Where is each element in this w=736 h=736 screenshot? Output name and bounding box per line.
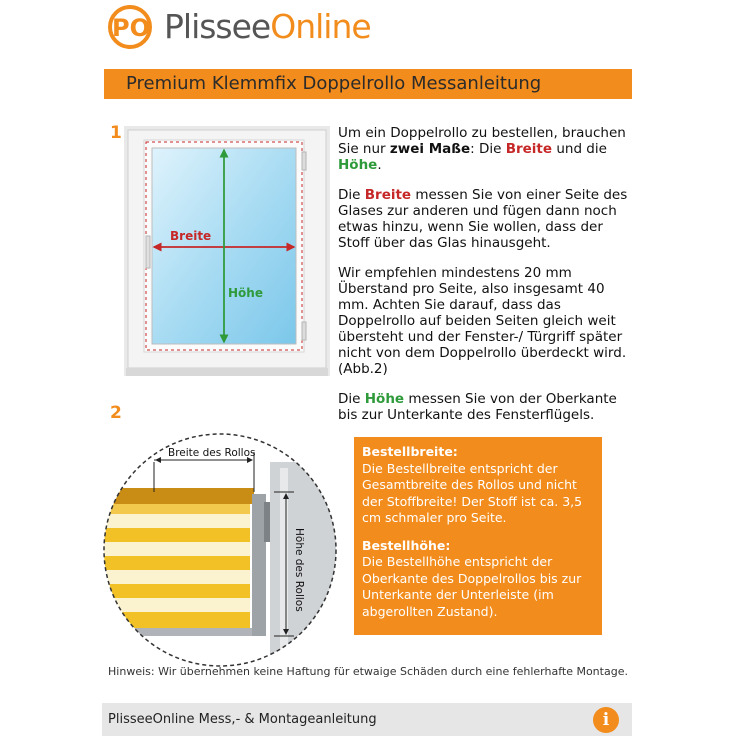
logo-mark-text: PO	[112, 14, 150, 42]
info-icon: i	[593, 707, 619, 733]
blind-side-bracket	[252, 494, 266, 636]
step-number-2: 2	[110, 403, 122, 423]
order-width-title: Bestellbreite:	[362, 444, 458, 459]
blind-bottom-rail	[102, 628, 254, 636]
instruction-paragraph-3: Wir empfehlen mindestens 20 mm Überstand pro Seite, also insgesamt 40 mm. Achten Sie darauf, dass das Doppelrollo auf beiden Seiten gleich weit übersteht und der Fenster-/ Türgriff später nicht von dem Doppelrollo überdeckt wird. (Abb.2)	[338, 265, 627, 377]
rollo-height-label: Höhe des Rollos	[293, 528, 305, 612]
logo-mark-icon	[108, 5, 160, 49]
brand-name-part2: Online	[270, 7, 371, 46]
blind-detail-figure	[102, 432, 338, 668]
brand-name-part1: Plissee	[164, 7, 271, 46]
rollo-width-label: Breite des Rollos	[168, 447, 256, 459]
width-label: Breite	[170, 229, 212, 243]
window-hinge-bottom	[302, 322, 306, 340]
instruction-paragraph-2: Die Breite messen Sie von einer Seite des Glases zur anderen und fügen dann noch etwas hinzu, wenn Sie wollen, dass der Stoff über das Glas hinausgeht.	[338, 187, 628, 251]
window-measure-figure	[124, 126, 330, 376]
window-hinge-top	[302, 152, 306, 170]
title-bar	[104, 69, 632, 99]
window-handle	[146, 236, 150, 268]
instruction-paragraph-4: Die Höhe messen Sie von der Oberkante bis zur Unterkante des Fensterflügels.	[338, 391, 617, 423]
footer-bar	[102, 703, 632, 736]
order-height-text: Die Bestellhöhe entspricht der Oberkante des Doppelrollos bis zur Unterkante der Unterleiste (im abgerollten Zustand).	[362, 554, 582, 619]
instruction-paragraph-1: Um ein Doppelrollo zu bestellen, brauchen Sie nur zwei Maße: Die Breite und die Höhe.	[338, 125, 626, 173]
disclaimer: Hinweis: Wir übernehmen keine Haftung für etwaige Schäden durch eine fehlerhafte Montage.	[108, 665, 628, 678]
window-sill	[126, 368, 328, 376]
footer-text: PlisseeOnline Mess,- & Montageanleitung	[108, 712, 377, 727]
order-height-title: Bestellhöhe:	[362, 537, 451, 553]
brand-name	[164, 7, 371, 47]
step-number-1: 1	[110, 123, 122, 143]
order-info-box	[354, 437, 602, 635]
order-width-text: Die Bestellbreite entspricht der Gesamtbreite des Rollos und nicht der Stoffbreite! Der Stoff ist ca. 3,5 cm schmaler pro Seite.	[362, 460, 583, 525]
instructions	[338, 125, 638, 437]
page-title: Premium Klemmfix Doppelrollo Messanleitung	[126, 73, 542, 94]
blind-cassette	[102, 488, 254, 504]
brand-logo	[108, 5, 371, 51]
height-label: Höhe	[228, 286, 263, 300]
wall-frame-edge	[280, 468, 288, 668]
